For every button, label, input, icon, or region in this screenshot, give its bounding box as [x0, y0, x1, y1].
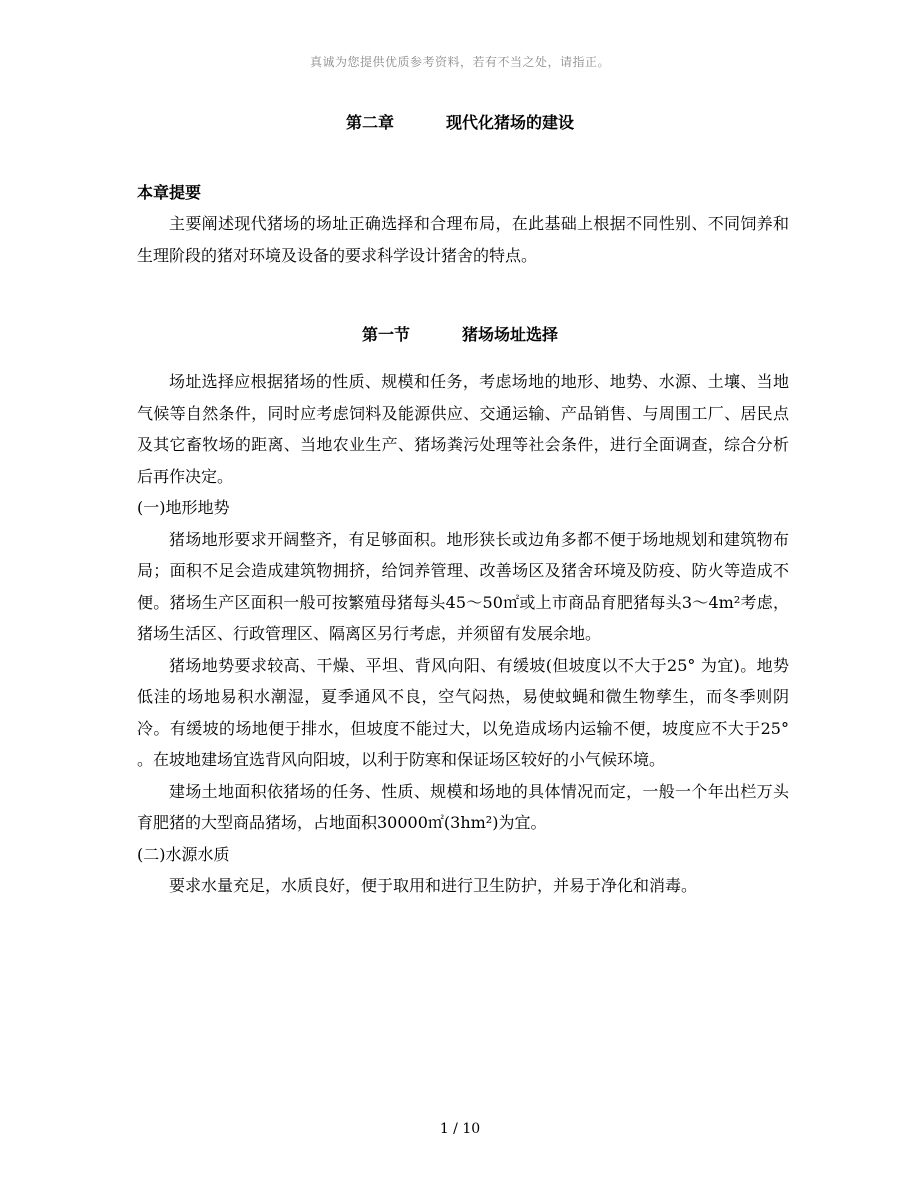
page-number: 1 / 10 [439, 1121, 481, 1137]
intro-paragraph: 场址选择应根据猪场的性质、规模和任务，考虑场地的地形、地势、水源、土壤、当地气候等自然条件，同时应考虑饲料及能源供应、交通运输、产品销售、与周围工厂、居民点及其它畜牧场的距离、当地农业生产、猪场粪污处理等社会条件，进行全面调查，综合分析后再作决定。 [137, 372, 789, 486]
terrain-paragraph-3: 建场土地面积依猪场的任务、性质、规模和场地的具体情况而定，一般一个年出栏万头育肥猪的大型商品猪场，占地面积30000㎡(3hm²)为宜。 [137, 781, 789, 832]
body-block [137, 366, 789, 902]
section-name: 猪场场址选择 [462, 325, 559, 344]
section-title [0, 322, 920, 345]
chapter-title [0, 110, 920, 133]
subheading-water: (二)水源水质 [137, 844, 230, 864]
chapter-number: 第二章 [345, 113, 394, 132]
terrain-paragraph-1: 猪场地形要求开阔整齐，有足够面积。地形狭长或边角多都不便于场地规划和建筑物布局；面积不足会造成建筑物拥挤，给饲养管理、改善场区及猪舍环境及防疫、防火等造成不便。猪场生产区面积一般可按繁殖母猪每头45～50㎡或上市商品育肥猪每头3～4m²考虑，猪场生活区、行政管理区、隔离区另行考虑，并须留有发展余地。 [137, 529, 789, 643]
chapter-name: 现代化猪场的建设 [446, 113, 575, 132]
section-number: 第一节 [361, 325, 410, 344]
terrain-paragraph-2: 猪场地势要求较高、干燥、平坦、背风向阳、有缓坡(但坡度以不大于25° 为宜)。地势低洼的场地易积水潮湿，夏季通风不良，空气闷热，易使蚊蝇和微生物孳生，而冬季则阴冷。有缓坡的场地便于排水，但坡度不能过大，以免造成场内运输不便，坡度应不大于25° 。在坡地建场宜选背风向阳坡，以利于防寒和保证场区较好的小气候环境。 [137, 655, 789, 769]
water-paragraph-1: 要求水量充足，水质良好，便于取用和进行卫生防护，并易于净化和消毒。 [169, 876, 698, 895]
header-note: 真诚为您提供优质参考资料，若有不当之处，请指正。 [309, 55, 610, 69]
summary-heading: 本章提要 [137, 183, 202, 202]
summary-block [137, 208, 789, 271]
summary-paragraph: 主要阐述现代猪场的场址正确选择和合理布局，在此基础上根据不同性别、不同饲养和生理阶段的猪对环境及设备的要求科学设计猪舍的特点。 [137, 214, 789, 265]
subheading-terrain: (一)地形地势 [137, 498, 230, 517]
